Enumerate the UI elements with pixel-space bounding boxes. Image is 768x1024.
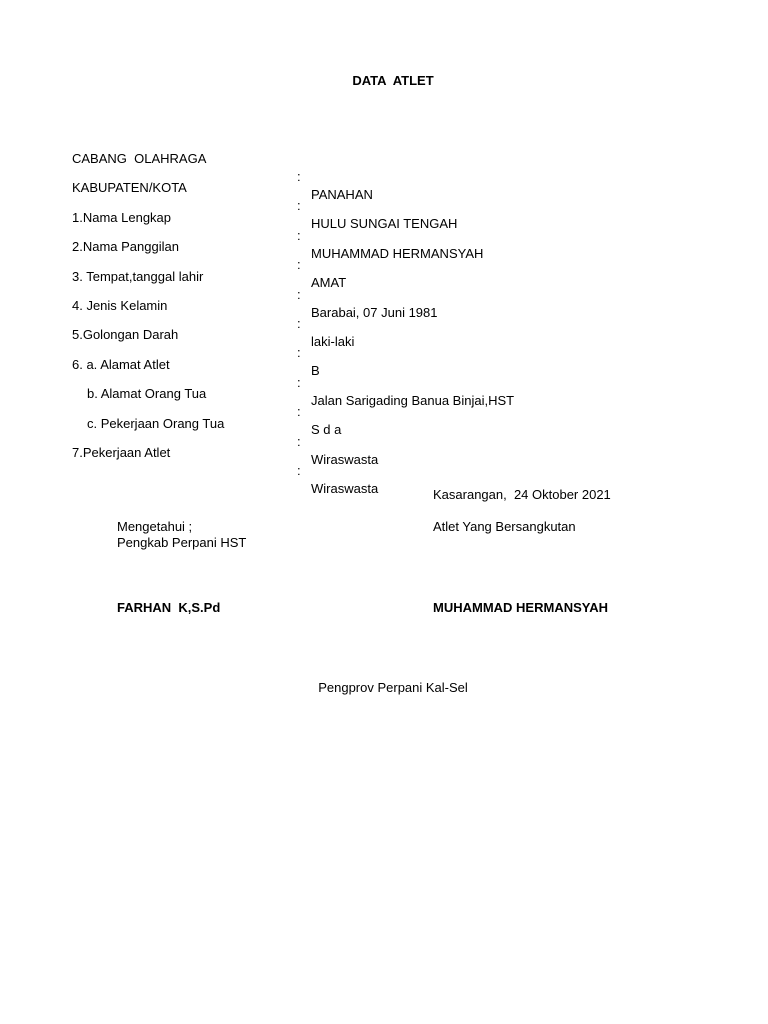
field-colon: : — [297, 374, 301, 390]
field-colon: : — [297, 227, 301, 243]
field-value: PANAHAN — [311, 187, 373, 202]
field-colon: : — [297, 345, 301, 361]
field-value: Jalan Sarigading Banua Binjai,HST — [311, 392, 515, 408]
field-value: S d a — [311, 422, 342, 438]
field-value: laki-laki — [311, 333, 355, 349]
field-value: AMAT — [311, 275, 347, 291]
field-value: Barabai, 07 Juni 1981 — [311, 304, 438, 320]
field-colon: : — [297, 433, 301, 449]
field-label: 1.Nama Lengkap — [72, 209, 172, 225]
footer-organization: Pengprov Perpani Kal-Sel — [318, 680, 468, 695]
field-colon: : — [297, 462, 301, 478]
field-label: 5.Golongan Darah — [72, 327, 179, 343]
pengkab-label: Pengkab Perpani HST — [117, 535, 247, 550]
field-colon: : — [297, 286, 301, 302]
field-colon: : — [297, 315, 301, 331]
document-title: DATA ATLET — [352, 73, 434, 88]
field-value: HULU SUNGAI TENGAH — [311, 216, 458, 232]
acknowledged-label: Mengetahui ; — [117, 519, 193, 534]
field-label: 3. Tempat,tanggal lahir — [72, 268, 204, 284]
field-colon: : — [297, 257, 301, 273]
field-colon: : — [297, 404, 301, 420]
field-colon: : — [297, 198, 301, 214]
right-signatory-name: MUHAMMAD HERMANSYAH — [433, 600, 609, 615]
field-label: 6. a. Alamat Atlet — [72, 356, 170, 372]
place-date: Kasarangan, 24 Oktober 2021 — [433, 487, 611, 502]
athlete-signature-label: Atlet Yang Bersangkutan — [433, 519, 576, 534]
field-value: Wiraswasta — [311, 451, 379, 467]
field-colon: : — [297, 169, 301, 184]
field-label: 7.Pekerjaan Atlet — [72, 444, 171, 460]
field-value: B — [311, 363, 320, 379]
left-signatory-name: FARHAN K,S.Pd — [117, 600, 221, 615]
field-label: c. Pekerjaan Orang Tua — [87, 415, 225, 431]
field-label: 2.Nama Panggilan — [72, 239, 179, 255]
field-label: CABANG OLAHRAGA — [72, 151, 207, 166]
field-value: MUHAMMAD HERMANSYAH — [311, 245, 484, 261]
field-label: 4. Jenis Kelamin — [72, 297, 168, 313]
field-label: KABUPATEN/KOTA — [72, 180, 187, 196]
field-label: b. Alamat Orang Tua — [87, 386, 207, 402]
field-value: Wiraswasta — [311, 480, 379, 496]
